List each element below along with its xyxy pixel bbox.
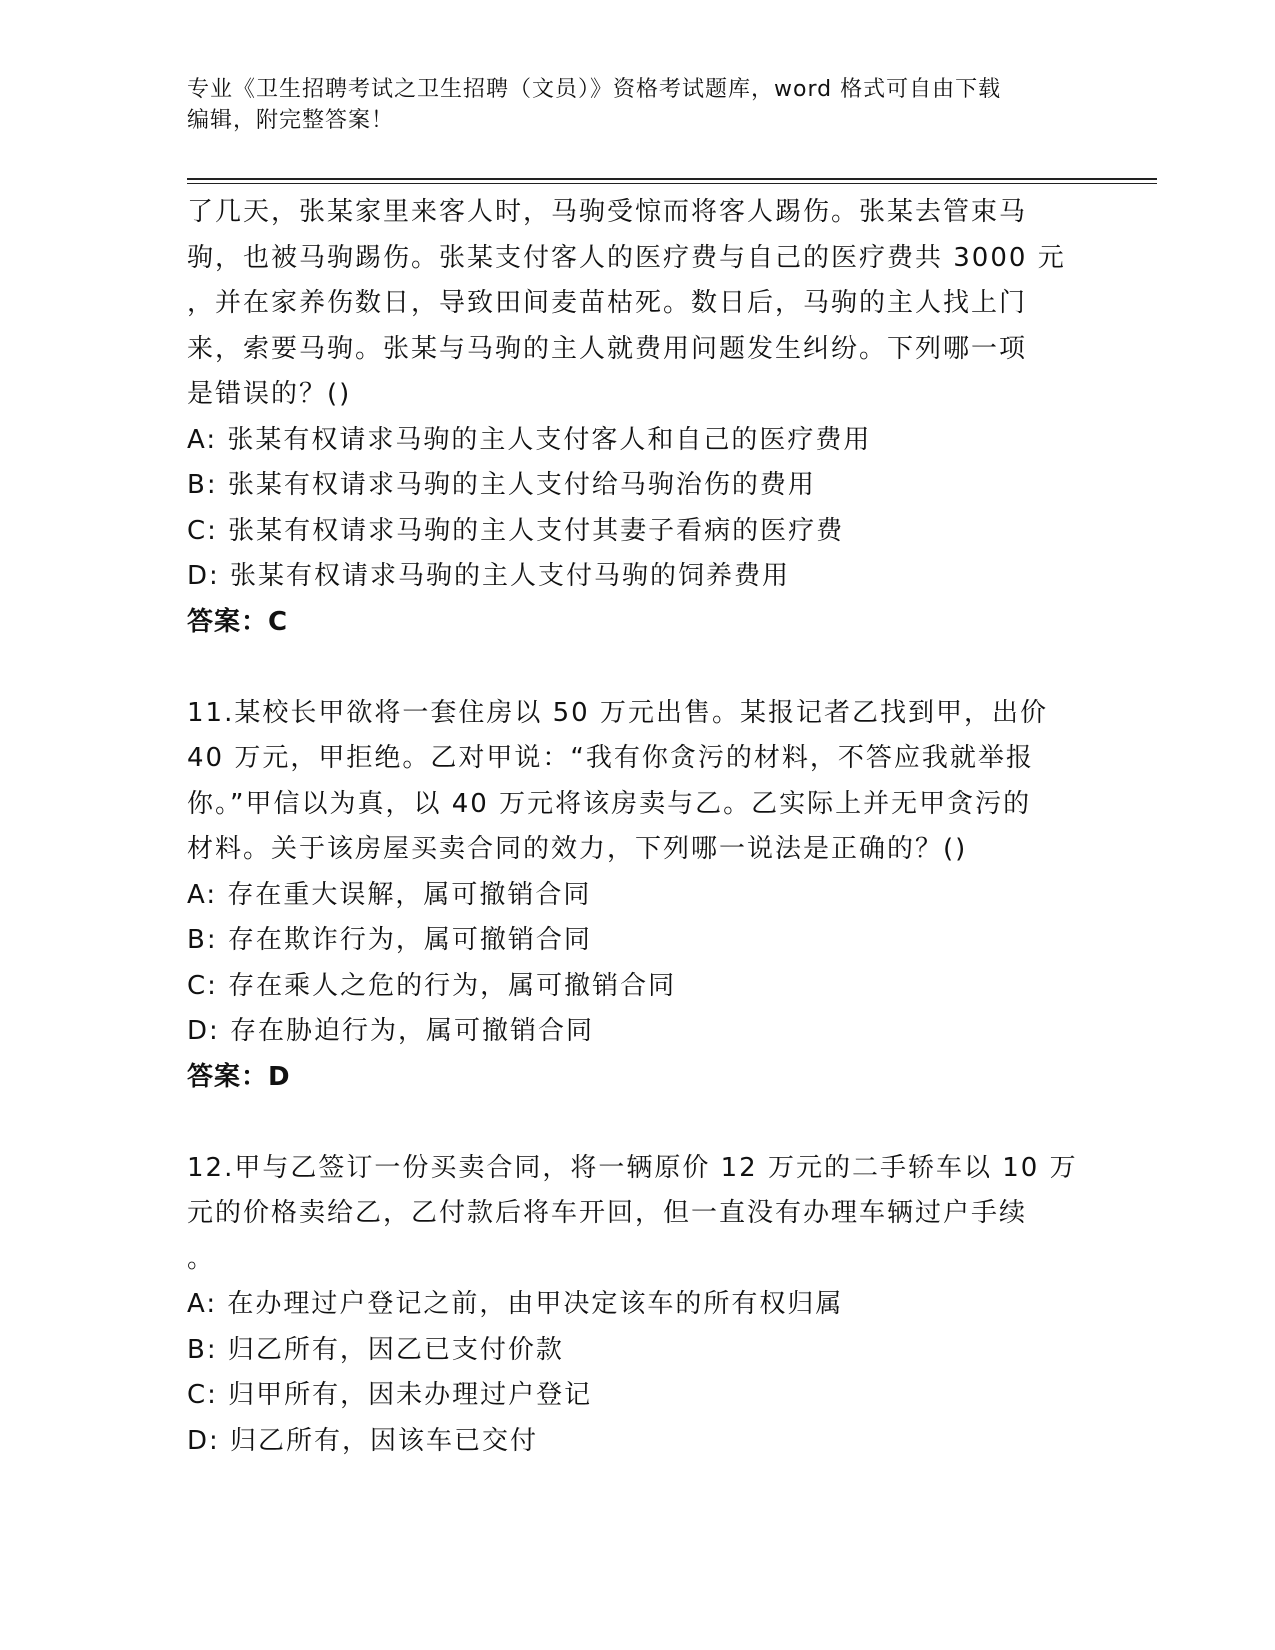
option-d: D: 张某有权请求马驹的主人支付马驹的饲养费用	[187, 561, 791, 591]
question-stem-line: 驹，也被马驹踢伤。张某支付客人的医疗费与自己的医疗费共 3000 元	[187, 242, 1066, 273]
option-d: D: 存在胁迫行为，属可撤销合同	[187, 1016, 595, 1046]
answer-label: 答案：D	[187, 1061, 291, 1092]
document-header	[187, 74, 1107, 136]
question-stem-line: 来，索要马驹。张某与马驹的主人就费用问题发生纠纷。下列哪一项	[187, 333, 1028, 364]
question-stem-line: 了几天，张某家里来客人时，马驹受惊而将客人踢伤。张某去管束马	[187, 197, 1028, 227]
question-stem-line: 元的价格卖给乙，乙付款后将车开回，但一直没有办理车辆过户手续	[187, 1198, 1028, 1228]
option-a: A: 张某有权请求马驹的主人支付客人和自己的医疗费用	[187, 424, 872, 455]
option-d: D: 归乙所有，因该车已交付	[187, 1425, 539, 1456]
question-11	[187, 691, 1087, 1100]
question-stem-line: 11.某校长甲欲将一套住房以 50 万元出售。某报记者乙找到甲，出价	[187, 697, 1048, 728]
question-stem-line: ，并在家养伤数日，导致田间麦苗枯死。数日后，马驹的主人找上门	[187, 288, 1028, 318]
option-a: A: 存在重大误解，属可撤销合同	[187, 879, 592, 910]
question-stem-line: 你。”甲信以为真，以 40 万元将该房卖与乙。乙实际上并无甲贪污的	[187, 788, 1032, 819]
header-rule-thick	[187, 178, 1157, 180]
header-rule-thin	[187, 183, 1157, 184]
question-stem-line: 材料。关于该房屋买卖合同的效力，下列哪一说法是正确的？()	[187, 834, 968, 864]
option-c: C: 张某有权请求马驹的主人支付其妻子看病的医疗费	[187, 515, 845, 546]
question-stem-line: 12.甲与乙签订一份买卖合同，将一辆原价 12 万元的二手轿车以 10 万	[187, 1152, 1078, 1183]
question-content	[187, 190, 1087, 1464]
option-b: B: 存在欺诈行为，属可撤销合同	[187, 925, 592, 955]
question-stem-line: 是错误的？()	[187, 379, 352, 409]
question-stem-line: 40 万元，甲拒绝。乙对甲说：“我有你贪污的材料，不答应我就举报	[187, 743, 1034, 773]
option-a: A: 在办理过户登记之前，由甲决定该车的所有权归属	[187, 1289, 844, 1319]
question-stem-line: 。	[187, 1243, 216, 1274]
option-c: C: 归甲所有，因未办理过户登记	[187, 1380, 593, 1410]
answer-label: 答案：C	[187, 606, 289, 637]
question-spacer	[187, 1100, 1087, 1146]
option-c: C: 存在乘人之危的行为，属可撤销合同	[187, 970, 677, 1001]
question-10	[187, 190, 1087, 645]
question-spacer	[187, 645, 1087, 691]
header-line-2: 编辑，附完整答案！	[187, 108, 395, 133]
option-b: B: 归乙所有，因乙已支付价款	[187, 1334, 564, 1365]
question-12	[187, 1146, 1087, 1465]
header-line-1: 专业《卫生招聘考试之卫生招聘（文员）》资格考试题库，word 格式可自由下载	[187, 77, 1002, 102]
option-b: B: 张某有权请求马驹的主人支付给马驹治伤的费用	[187, 470, 816, 500]
